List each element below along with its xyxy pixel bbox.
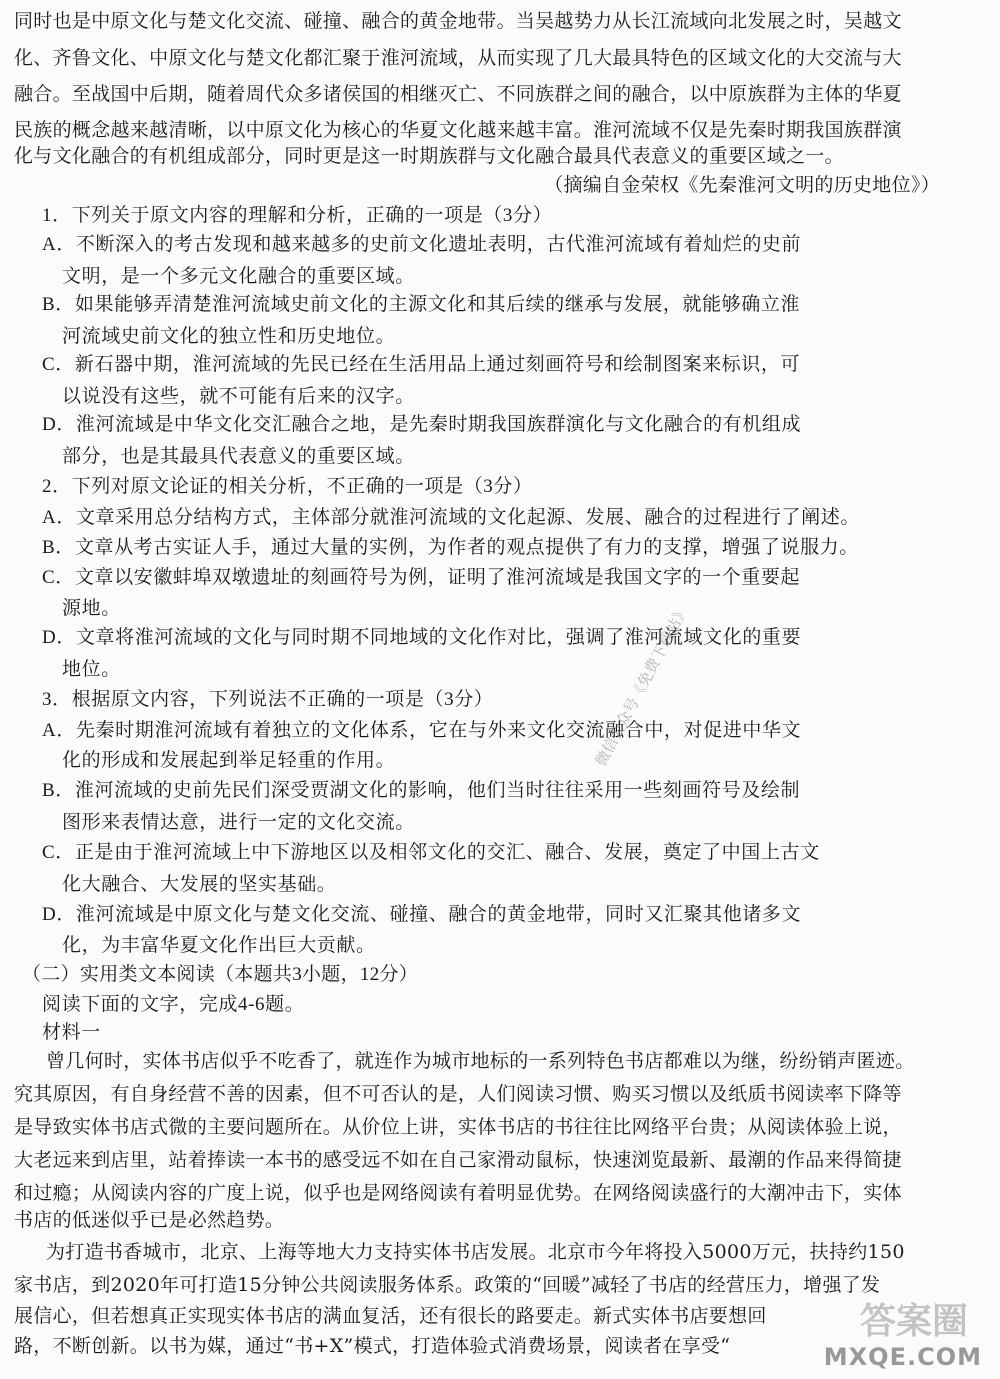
passage-bottom-line: 书店的低迷似乎已是必然趋势。 [14,1209,285,1231]
option-line: D．淮河流域是中原文化与楚文化交流、碰撞、融合的黄金地带，同时又汇聚其他诸多文 [42,904,802,925]
passage-bottom-line: 究其原因，有自身经营不善的因素，但不可否认的是，人们阅读习惯、购买习惯以及纸质书阅读率下降等 [14,1083,902,1105]
option-line: 化，为丰富华夏文化作出巨大贡献。 [62,935,376,956]
option-line: 源地。 [62,598,121,619]
passage-bottom-line: 大老远来到店里，站着捧读一本书的感受远不如在自己家滑动鼠标，快速浏览最新、最潮的作品来得简捷 [14,1149,902,1171]
passage-bottom-line: 曾几何时，实体书店似乎不吃香了，就连作为城市地标的一系列特色书店都难以为继，纷纷销声匿迹。 [46,1050,915,1072]
option-line: B．淮河流域的史前先民们深受贾湖文化的影响，他们当时往往采用一些刻画符号及绘制 [42,780,801,801]
option-line: 以说没有这些，就不可能有后来的汉字。 [62,386,415,407]
passage-top-line: 民族的概念越来越清晰，以中原文化为核心的华夏文化越来越丰富。淮河流域不仅是先秦时期我国族群演 [14,119,902,141]
question-2-stem: 2．下列对原文论证的相关分析，不正确的一项是（3分） [42,476,533,497]
logo-brand-en: MXQE.COM [823,1343,982,1371]
site-logo [823,1293,986,1371]
watermark-text: 微信公众号《免费下载站》 [591,601,693,770]
section-heading: （二）实用类文本阅读（本题共3小题，12分） [22,964,419,985]
instruction: 阅读下面的文字，完成4-6题。 [42,994,305,1015]
option-line: D．淮河流域是中华文化交汇融合之地，是先秦时期我国族群演化与文化融合的有机组成 [42,414,802,435]
option-line: 化大融合、大发展的坚实基础。 [62,874,337,895]
passage-bottom-line: 展信心，但若想真正实现实体书店的满血复活，还有很长的路要走。新式实体书店要想回 [14,1305,767,1327]
option-line: C．新石器中期，淮河流域的先民已经在生活用品上通过刻画符号和绘制图案来标识，可 [42,354,801,375]
option-line: 文明，是一个多元文化融合的重要区域。 [62,266,415,287]
passage-top-line: 化、齐鲁文化、中原文化与楚文化都汇聚于淮河流域，从而实现了几大最具特色的区域文化的大交流与大 [14,47,902,69]
question-1-stem: 1．下列关于原文内容的理解和分析，正确的一项是（3分） [42,205,553,226]
option-line: B．文章从考古实证人手，通过大量的实例，为作者的观点提供了有力的支撑，增强了说服力。 [42,537,859,558]
option-line: A．文章采用总分结构方式，主体部分就淮河流域的文化起源、发展、融合的过程进行了阐述。 [42,507,860,528]
passage-bottom-line: 家书店，到2020年可打造15分钟公共阅读服务体系。政策的“回暖”减轻了书店的经营压力，增强了发 [14,1274,881,1296]
passage-bottom-line: 是导致实体书店式微的主要问题所在。从价位上讲，实体书店的书往往比网络平台贵；从阅读体验上说， [14,1116,902,1138]
option-line: A．不断深入的考古发现和越来越多的史前文化遗址表明，古代淮河流域有着灿烂的史前 [42,234,802,255]
option-line: 图形来表情达意，进行一定的文化交流。 [62,812,415,833]
passage-bottom-line: 路，不断创新。以书为媒，通过“书+X”模式，打造体验式消费场景，阅读者在享受“ [14,1335,731,1357]
option-line: B．如果能够弄清楚淮河流域史前文化的主源文化和其后续的继承与发展，就能够确立淮 [42,294,801,315]
passage-top-line: 同时也是中原文化与楚文化交流、碰撞、融合的黄金地带。当吴越势力从长江流域向北发展之时，吴越文 [14,10,902,32]
option-line: A．先秦时期淮河流域有着独立的文化体系，它在与外来文化交流融合中，对促进中华文 [42,720,802,741]
source-note: （摘编自金荣权《先秦淮河文明的历史地位》） [544,174,940,196]
logo-brand-cn: 答案圈 [859,1301,968,1342]
option-line: 化的形成和发展起到举足轻重的作用。 [62,750,396,771]
passage-top-line: 融合。至战国中后期，随着周代众多诸侯国的相继灭亡、不同族群之间的融合，以中原族群为主体的华夏 [14,83,902,105]
option-line: 河流域史前文化的独立性和历史地位。 [62,326,396,347]
passage-top-line: 化与文化融合的有机组成部分，同时更是这一时期族群与文化融合最具代表意义的重要区域之一。 [14,145,844,167]
passage-bottom-line: 为打造书香城市，北京、上海等地大力支持实体书店发展。北京市今年将投入5000万元，扶持约150 [46,1241,905,1263]
material-label: 材料一 [42,1022,101,1043]
option-line: C．正是由于淮河流域上中下游地区以及相邻文化的交汇、融合、发展，奠定了中国上古文 [42,842,820,863]
option-line: 地位。 [62,659,121,680]
option-line: C．文章以安徽蚌埠双墩遗址的刻画符号为例，证明了淮河流域是我国文字的一个重要起 [42,567,801,588]
option-line: D．文章将淮河流域的文化与同时期不同地域的文化作对比，强调了淮河流域文化的重要 [42,627,802,648]
option-line: 部分，也是其最具代表意义的重要区域。 [62,446,415,467]
passage-bottom-line: 和过瘾；从阅读内容的广度上说，似乎也是网络阅读有着明显优势。在网络阅读盛行的大潮冲击下，实体 [14,1182,902,1204]
question-3-stem: 3．根据原文内容，下列说法不正确的一项是（3分） [42,689,494,710]
